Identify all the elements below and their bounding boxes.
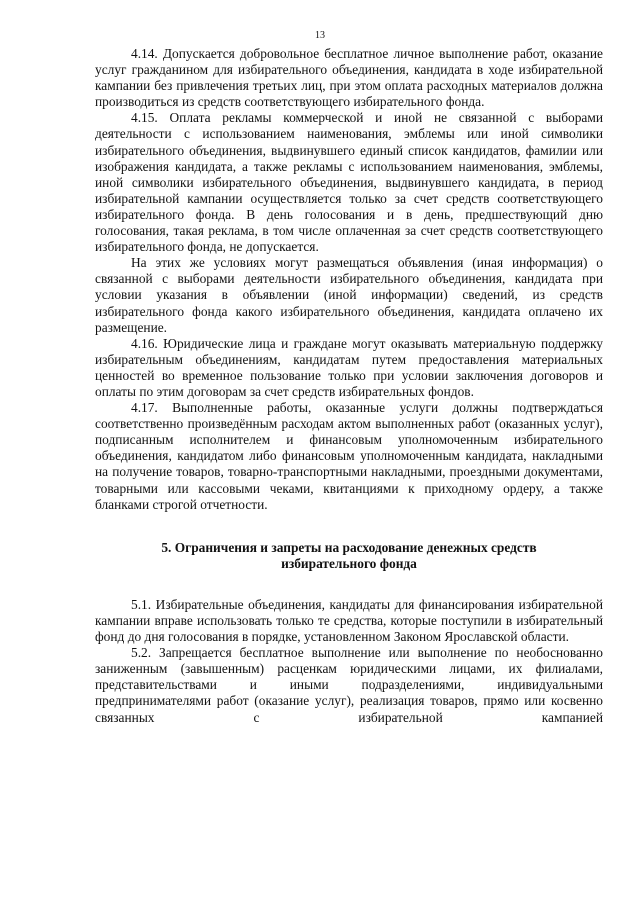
paragraph-5-2: 5.2. Запрещается бесплатное выполнение или выполнение по необоснованно заниженным (завышенным) расценкам юридическими лицами, их филиалами, представительствами и иными подразделениями, индивидуальными предпринимателями работ (оказание услуг), реализация товаров, прямо или косвенно связанных с избирательной кампанией (95, 645, 603, 725)
paragraph-4-15: 4.15. Оплата рекламы коммерческой и иной не связанной с выборами деятельности с использованием наименования, эмблемы или иной символики избирательного объединения, выдвинувшего единый список кандидатов, фамилии или изображения кандидата, а также рекламы с использованием наименования, эмблемы, иной символики избирательного объединения, выдвинувшего кандидата, в период избирательной кампании осуществляется только за счет средств соответствующего избирательного фонда. В день голосования и в день, предшествующий дню голосования, такая реклама, в том числе оплаченная за счет средств соответствующего избирательного фонда, не допускается. (95, 110, 603, 255)
paragraph-4-15-continued: На этих же условиях могут размещаться объявления (иная информация) о связанной с выборами деятельности избирательного объединения, кандидата при условии указания в объявлении (иной информации) сведений, из средств избирательного фонда какого избирательного объединения, кандидата оплачено их размещение. (95, 255, 603, 335)
paragraph-4-16: 4.16. Юридические лица и граждане могут оказывать материальную поддержку избирательным объединениям, кандидатам путем предоставления материальных ценностей во временное пользование только при условии заключения договоров и оплаты по этим договорам за счет средств избирательных фондов. (95, 335, 603, 399)
paragraph-5-1: 5.1. Избирательные объединения, кандидаты для финансирования избирательной кампании вправе использовать только те средства, которые поступили в избирательный фонд до дня голосования в порядке, установленном Законом Ярославской области. (95, 596, 603, 645)
paragraph-4-17: 4.17. Выполненные работы, оказанные услуги должны подтверждаться соответственно произведённым расходам актом выполненных работ (оказанных услуг), подписанным исполнителем и финансовым уполномоченным избирательного объединения, кандидатом либо финансовым уполномоченным кандидата, накладными на получение товаров, товарно-транспортными накладными, проездными документами, товарными или кассовыми чеками, квитанциями к приходному ордеру, а также бланками строгой отчетности. (95, 400, 603, 512)
document-body (95, 46, 603, 726)
section-5-heading: 5. Ограничения и запреты на расходование денежных средств избирательного фонда (161, 539, 537, 571)
paragraph-4-14: 4.14. Допускается добровольное бесплатное личное выполнение работ, оказание услуг гражданином для избирательного объединения, кандидата в ходе избирательной кампании без привлечения третьих лиц, при этом оплата расходных материалов должна производиться из средств соответствующего избирательного фонда. (95, 46, 603, 110)
page-number: 13 (315, 30, 325, 41)
